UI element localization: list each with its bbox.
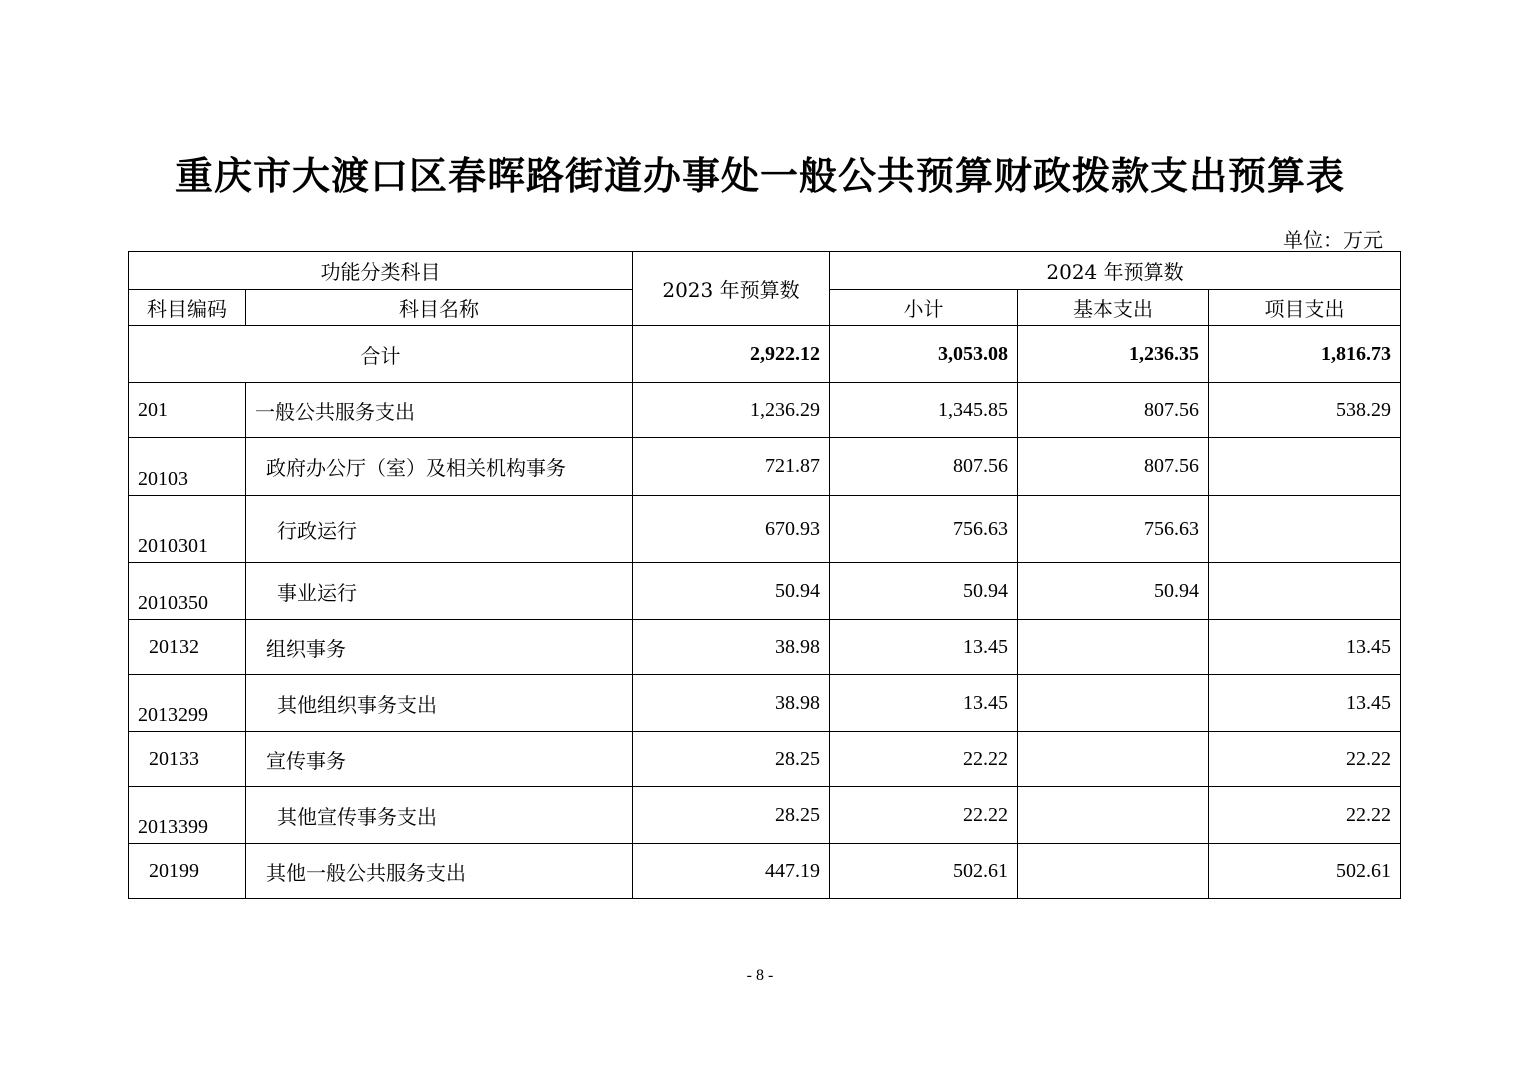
row-subtotal: 50.94: [830, 563, 1018, 620]
row-subtotal: 13.45: [830, 675, 1018, 732]
row-basic: 50.94: [1018, 563, 1209, 620]
row-2023: 447.19: [633, 844, 830, 899]
row-basic: 807.56: [1018, 383, 1209, 438]
row-project: 538.29: [1209, 383, 1401, 438]
row-project: 502.61: [1209, 844, 1401, 899]
row-name: 组织事务: [246, 620, 633, 675]
row-basic: [1018, 675, 1209, 732]
budget-table: [128, 251, 1401, 899]
row-subtotal: 22.22: [830, 787, 1018, 844]
header-budget-2023: 2023 年预算数: [633, 252, 830, 326]
row-project: 22.22: [1209, 787, 1401, 844]
table-row: [129, 383, 1401, 438]
total-2023: 2,922.12: [633, 326, 830, 383]
total-project: 1,816.73: [1209, 326, 1401, 383]
row-2023: 38.98: [633, 675, 830, 732]
row-project: 13.45: [1209, 675, 1401, 732]
row-basic: 756.63: [1018, 496, 1209, 563]
page-number: - 8 -: [746, 967, 774, 984]
row-code: 20132: [129, 620, 246, 675]
header-code: 科目编码: [129, 290, 246, 326]
row-2023: 38.98: [633, 620, 830, 675]
row-code: 20133: [129, 732, 246, 787]
row-name: 一般公共服务支出: [246, 383, 633, 438]
page-title: 重庆市大渡口区春晖路街道办事处一般公共预算财政拨款支出预算表: [174, 154, 1345, 198]
row-subtotal: 807.56: [830, 438, 1018, 496]
row-code: 2010301: [129, 496, 246, 563]
row-name: 其他一般公共服务支出: [246, 844, 633, 899]
table-row: [129, 675, 1401, 732]
total-subtotal: 3,053.08: [830, 326, 1018, 383]
row-basic: 807.56: [1018, 438, 1209, 496]
row-name: 其他宣传事务支出: [246, 787, 633, 844]
row-code: 20103: [129, 438, 246, 496]
header-project: 项目支出: [1209, 290, 1401, 326]
row-project: [1209, 438, 1401, 496]
total-label: 合计: [129, 326, 633, 383]
header-basic: 基本支出: [1018, 290, 1209, 326]
header-name: 科目名称: [246, 290, 633, 326]
row-name: 事业运行: [246, 563, 633, 620]
unit-label: 单位：万元: [1283, 228, 1383, 252]
header-subtotal: 小计: [830, 290, 1018, 326]
table-row: [129, 732, 1401, 787]
header-func-category: 功能分类科目: [129, 252, 633, 290]
row-basic: [1018, 620, 1209, 675]
row-subtotal: 22.22: [830, 732, 1018, 787]
row-basic: [1018, 732, 1209, 787]
row-2023: 721.87: [633, 438, 830, 496]
row-project: [1209, 496, 1401, 563]
row-subtotal: 1,345.85: [830, 383, 1018, 438]
row-2023: 28.25: [633, 787, 830, 844]
row-code: 20199: [129, 844, 246, 899]
row-basic: [1018, 844, 1209, 899]
row-2023: 670.93: [633, 496, 830, 563]
row-subtotal: 13.45: [830, 620, 1018, 675]
table-row: [129, 438, 1401, 496]
row-code: 2013399: [129, 787, 246, 844]
row-name: 其他组织事务支出: [246, 675, 633, 732]
row-subtotal: 502.61: [830, 844, 1018, 899]
table-row: [129, 563, 1401, 620]
row-basic: [1018, 787, 1209, 844]
row-subtotal: 756.63: [830, 496, 1018, 563]
row-project: [1209, 563, 1401, 620]
row-2023: 50.94: [633, 563, 830, 620]
row-name: 行政运行: [246, 496, 633, 563]
table-row: [129, 787, 1401, 844]
header-budget-2024: 2024 年预算数: [830, 252, 1401, 290]
total-row: [129, 326, 1401, 383]
row-code: 2010350: [129, 563, 246, 620]
table-row: [129, 496, 1401, 563]
row-2023: 1,236.29: [633, 383, 830, 438]
table-row: [129, 844, 1401, 899]
total-basic: 1,236.35: [1018, 326, 1209, 383]
row-name: 政府办公厅（室）及相关机构事务: [246, 438, 633, 496]
row-2023: 28.25: [633, 732, 830, 787]
row-project: 22.22: [1209, 732, 1401, 787]
row-code: 201: [129, 383, 246, 438]
row-code: 2013299: [129, 675, 246, 732]
table-row: [129, 620, 1401, 675]
row-project: 13.45: [1209, 620, 1401, 675]
row-name: 宣传事务: [246, 732, 633, 787]
